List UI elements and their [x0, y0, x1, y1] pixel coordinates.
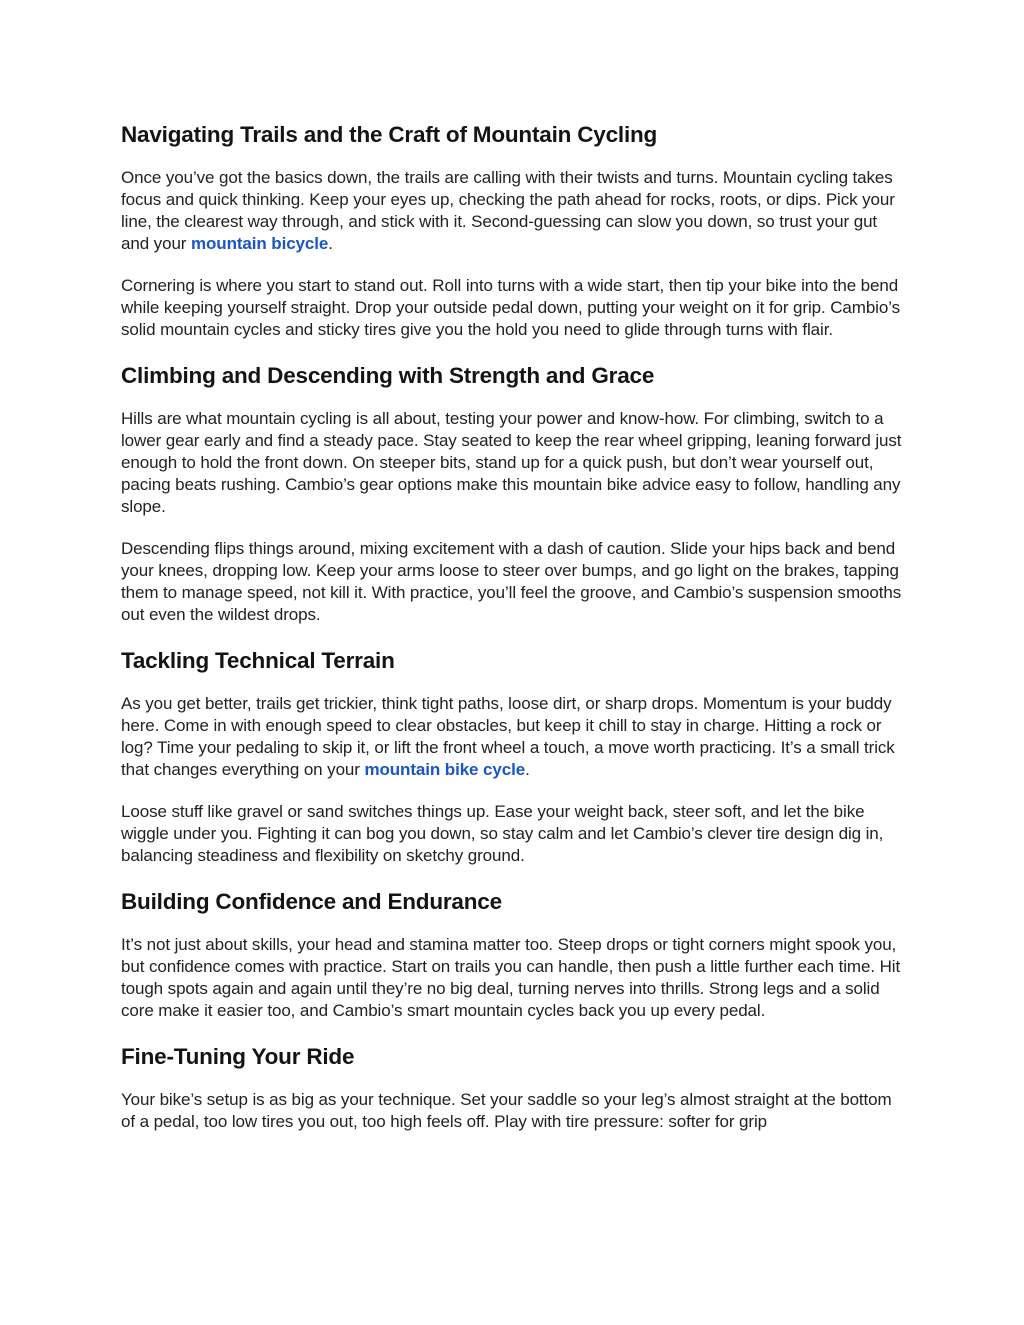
paragraph: It’s not just about skills, your head and stamina matter too. Steep drops or tight corners might spook you, but confidence comes with practice. Start on trails you can handle, then push a little further each time. Hit tough spots again and again until they’re no big deal, turning nerves into thrills. Strong legs and a solid core make it easier too, and Cambio’s smart mountain cycles back you up every pedal.: [121, 935, 901, 1020]
document-page: [121, 118, 906, 1133]
paragraph: Hills are what mountain cycling is all about, testing your power and know-how. For climbing, switch to a lower gear early and find a steady pace. Stay seated to keep the rear wheel gripping, leaning forward just enough to hold the front down. On steeper bits, stand up for a quick push, but don’t wear yourself out, pacing beats rushing. Cambio’s gear options make this mountain bike advice easy to follow, handling any slope.: [121, 409, 902, 516]
paragraph: Cornering is where you start to stand out. Roll into turns with a wide start, then tip your bike into the bend while keeping yourself straight. Drop your outside pedal down, putting your weight on it for grip. Cambio’s solid mountain cycles and sticky tires give you the hold you need to glide through turns with flair.: [121, 276, 900, 339]
section-heading: Tackling Technical Terrain: [121, 648, 395, 673]
paragraph: Descending flips things around, mixing excitement with a dash of caution. Slide your hips back and bend your knees, dropping low. Keep your arms loose to steer over bumps, and go light on the brakes, tapping them to manage speed, not kill it. With practice, you’ll feel the groove, and Cambio’s suspension smooths out even the wildest drops.: [121, 539, 902, 624]
paragraph-text: As you get better, trails get trickier, think tight paths, loose dirt, or sharp drops. Momentum is your buddy here. Come in with enough speed to clear obstacles, but keep it chill to stay in charge. Hitting a rock or log? Time your pedaling to skip it, or lift the front wheel a touch, a move worth practicing. It’s a small trick that changes everything on your: [121, 694, 895, 779]
paragraph: Loose stuff like gravel or sand switches things up. Ease your weight back, steer soft, and let the bike wiggle under you. Fighting it can bog you down, so stay calm and let Cambio’s clever tire design dig in, balancing steadiness and flexibility on sketchy ground.: [121, 802, 884, 865]
mountain-bicycle-link[interactable]: mountain bicycle: [190, 234, 329, 253]
mountain-bike-cycle-link[interactable]: mountain bike cycle: [364, 760, 526, 779]
paragraph-text: Once you’ve got the basics down, the trails are calling with their twists and turns. Mountain cycling takes focus and quick thinking. Keep your eyes up, checking the path ahead for rocks, roots, or dips. Pick your line, the clearest way through, and stick with it. Second-guessing can slow you down, so trust your gut and your: [121, 168, 895, 253]
paragraph: Your bike’s setup is as big as your technique. Set your saddle so your leg’s almost straight at the bottom of a pedal, too low tires you out, too high feels off. Play with tire pressure: softer for grip: [121, 1090, 892, 1131]
section-heading: Fine-Tuning Your Ride: [121, 1044, 355, 1069]
paragraph: [121, 693, 906, 781]
section-heading: Navigating Trails and the Craft of Mountain Cycling: [121, 122, 658, 147]
paragraph-end: .: [525, 760, 530, 779]
paragraph-end: .: [328, 234, 333, 253]
section-heading: Building Confidence and Endurance: [121, 889, 502, 914]
section-heading: Climbing and Descending with Strength and Grace: [121, 363, 655, 388]
paragraph: [121, 167, 906, 255]
